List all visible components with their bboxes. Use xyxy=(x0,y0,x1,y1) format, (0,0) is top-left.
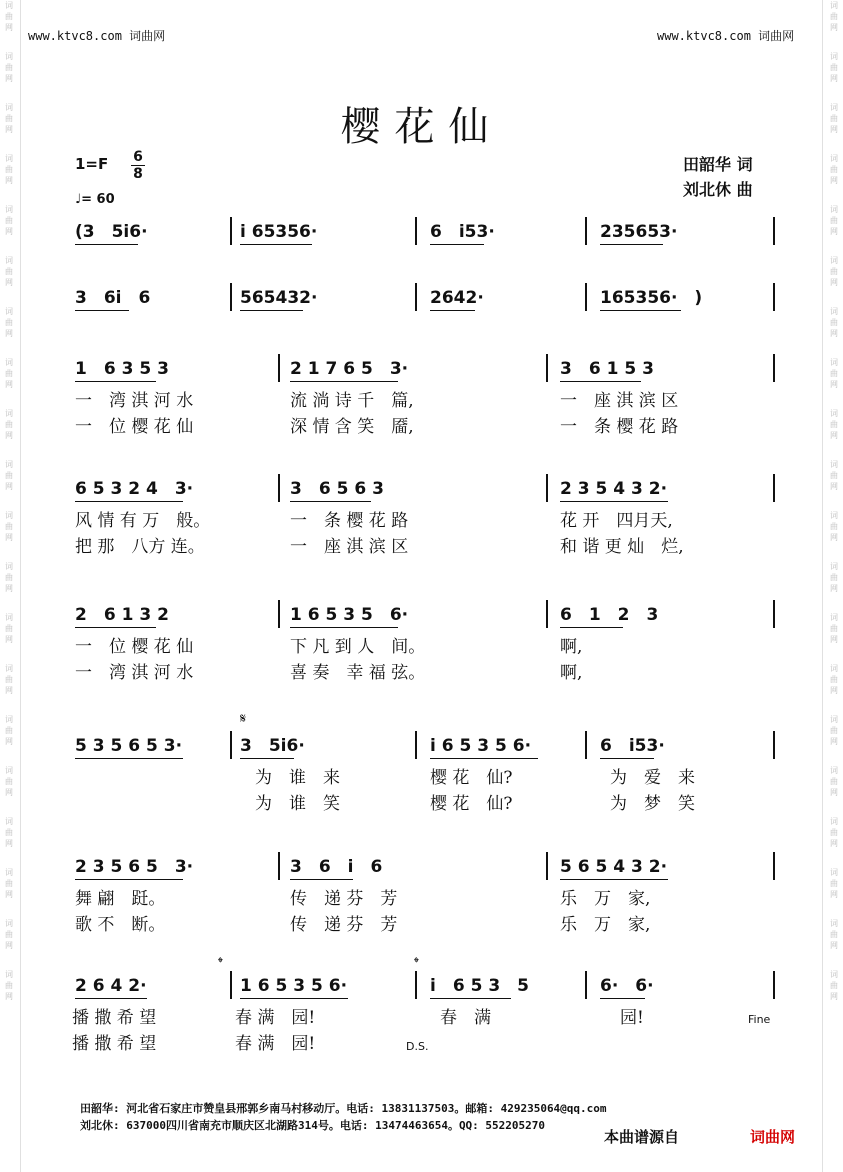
beam-underline xyxy=(75,879,183,880)
watermark-char: 网 xyxy=(830,431,838,440)
beam-underline xyxy=(75,501,183,502)
measure: 6 i53· xyxy=(600,736,665,756)
measure: 565432· xyxy=(240,288,318,308)
watermark-char: 词 xyxy=(830,919,838,928)
watermark-char: 曲 xyxy=(5,726,13,735)
barline xyxy=(585,731,587,759)
watermark-char: 曲 xyxy=(5,471,13,480)
lyric-phrase: 传 递 芬 芳 xyxy=(290,889,398,909)
beam-underline xyxy=(75,244,138,245)
watermark-char: 网 xyxy=(5,23,13,32)
beam-underline xyxy=(240,758,294,759)
watermark-char: 曲 xyxy=(830,624,838,633)
lyric-phrase: 一 条 樱 花 路 xyxy=(290,511,409,531)
watermark-char: 网 xyxy=(5,890,13,899)
barline xyxy=(546,354,548,382)
lyric-phrase: 歌 不 断。 xyxy=(75,915,166,935)
lyric-phrase: 园! xyxy=(620,1008,644,1028)
lyric-phrase: 和 谐 更 灿 烂, xyxy=(560,537,684,557)
barline xyxy=(230,971,232,999)
measure: 2 6 4 2· xyxy=(75,976,147,996)
lyric-phrase: 喜 奏 幸 福 弦。 xyxy=(290,663,426,683)
lyric-line-2 xyxy=(0,532,843,556)
watermark-char: 曲 xyxy=(5,930,13,939)
watermark-char: 曲 xyxy=(830,726,838,735)
watermark-char: 网 xyxy=(830,74,838,83)
watermark-char: 词 xyxy=(830,766,838,775)
watermark-char: 词 xyxy=(5,766,13,775)
watermark-char: 曲 xyxy=(5,573,13,582)
music-row-2 xyxy=(0,287,843,317)
measure: 3 5i6· xyxy=(240,736,305,756)
lyric-phrase: 乐 万 家, xyxy=(560,889,651,909)
beam-underline xyxy=(600,758,654,759)
barline xyxy=(773,600,775,628)
beam-underline xyxy=(600,244,663,245)
beam-underline xyxy=(560,879,668,880)
lyric-line-2 xyxy=(0,789,843,813)
fine-mark: Fine xyxy=(748,1013,771,1026)
lyric-phrase: 流 淌 诗 千 篇, xyxy=(290,391,414,411)
barline xyxy=(773,731,775,759)
beam-underline xyxy=(75,381,156,382)
watermark-char: 词 xyxy=(5,358,13,367)
watermark-char: 曲 xyxy=(830,318,838,327)
music-row-4 xyxy=(0,478,843,508)
watermark-char: 网 xyxy=(5,686,13,695)
watermark-char: 词 xyxy=(5,919,13,928)
measure: 2 6 1 3 2 xyxy=(75,605,169,625)
lyric-phrase: 传 递 芬 芳 xyxy=(290,915,398,935)
lyric-phrase: 春 满 园! xyxy=(235,1034,316,1054)
watermark-char: 曲 xyxy=(5,318,13,327)
watermark-char: 曲 xyxy=(830,573,838,582)
lyric-phrase: 播 撒 希 望 xyxy=(72,1008,157,1028)
watermark-char: 网 xyxy=(830,737,838,746)
barline xyxy=(415,283,417,311)
barline xyxy=(773,283,775,311)
watermark-char: 曲 xyxy=(830,165,838,174)
watermark-char: 词 xyxy=(830,358,838,367)
beam-underline xyxy=(240,310,303,311)
lyric-phrase: 啊, xyxy=(560,663,583,683)
barline xyxy=(546,600,548,628)
watermark-char: 曲 xyxy=(5,369,13,378)
watermark-char: 词 xyxy=(5,52,13,61)
measure: 165356· ) xyxy=(600,288,703,308)
measure: 2642· xyxy=(430,288,484,308)
lyric-phrase: 风 情 有 万 般。 xyxy=(75,511,211,531)
watermark-char: 曲 xyxy=(5,63,13,72)
barline xyxy=(230,731,232,759)
lyric-line-1 xyxy=(0,763,843,787)
measure: 5 3 5 6 5 3· xyxy=(75,736,183,756)
watermark-char: 词 xyxy=(830,460,838,469)
lyric-line-2 xyxy=(0,910,843,934)
beam-underline xyxy=(290,501,371,502)
watermark-char: 网 xyxy=(5,839,13,848)
watermark-char: 词 xyxy=(830,664,838,673)
beam-underline xyxy=(560,501,668,502)
watermark-char: 词 xyxy=(830,613,838,622)
barline xyxy=(773,971,775,999)
watermark-char: 词 xyxy=(5,613,13,622)
watermark-char: 曲 xyxy=(830,216,838,225)
beam-underline xyxy=(240,244,312,245)
coda-mark-2: 𝄌 xyxy=(414,955,419,971)
watermark-char: 曲 xyxy=(5,12,13,21)
watermark-char: 网 xyxy=(830,482,838,491)
measure: 5 6 5 4 3 2· xyxy=(560,857,668,877)
watermark-char: 曲 xyxy=(830,63,838,72)
lyric-phrase: 乐 万 家, xyxy=(560,915,651,935)
beam-underline xyxy=(75,627,156,628)
measure: 2 3 5 6 5 3· xyxy=(75,857,194,877)
watermark-char: 曲 xyxy=(830,420,838,429)
watermark-char: 网 xyxy=(5,74,13,83)
watermark-char: 词 xyxy=(5,460,13,469)
watermark-char: 网 xyxy=(5,737,13,746)
beam-underline xyxy=(560,381,641,382)
watermark-char: 网 xyxy=(5,278,13,287)
lyric-phrase: 啊, xyxy=(560,637,583,657)
beam-underline xyxy=(290,879,353,880)
music-row-8 xyxy=(0,975,843,1005)
beam-underline xyxy=(430,758,538,759)
watermark-char: 网 xyxy=(830,890,838,899)
music-row-5 xyxy=(0,604,843,634)
watermark-char: 曲 xyxy=(5,522,13,531)
watermark-char: 曲 xyxy=(5,879,13,888)
watermark-char: 网 xyxy=(5,482,13,491)
watermark-char: 曲 xyxy=(5,981,13,990)
measure: 1 6 5 3 5 6· xyxy=(290,605,409,625)
watermark-char: 网 xyxy=(830,533,838,542)
lyric-line-1 xyxy=(0,506,843,530)
brand-logo[interactable]: 词曲网 xyxy=(750,1128,796,1146)
barline xyxy=(415,217,417,245)
watermark-char: 网 xyxy=(5,227,13,236)
watermark-char: 网 xyxy=(5,635,13,644)
barline xyxy=(585,283,587,311)
barline xyxy=(278,600,280,628)
watermark-char: 词 xyxy=(5,868,13,877)
beam-underline xyxy=(600,998,645,999)
watermark-char: 词 xyxy=(5,205,13,214)
watermark-char: 曲 xyxy=(830,471,838,480)
barline xyxy=(546,474,548,502)
watermark-char: 词 xyxy=(5,715,13,724)
watermark-char: 曲 xyxy=(830,267,838,276)
measure: 1 6 5 3 5 6· xyxy=(240,976,348,996)
lyric-phrase: 一 位 樱 花 仙 xyxy=(75,417,194,437)
lyric-phrase: 一 位 樱 花 仙 xyxy=(75,637,194,657)
watermark-char: 曲 xyxy=(830,369,838,378)
watermark-char: 词 xyxy=(830,103,838,112)
coda-mark-1: 𝄌 xyxy=(218,955,223,971)
key-signature: 1=F xyxy=(75,155,109,173)
measure: 3 6 i 6 xyxy=(290,857,383,877)
lyric-phrase: 春 满 xyxy=(440,1008,491,1028)
watermark-char: 词 xyxy=(830,511,838,520)
watermark-char: 词 xyxy=(5,970,13,979)
watermark-char: 网 xyxy=(830,125,838,134)
watermark-char: 词 xyxy=(5,511,13,520)
watermark-char: 曲 xyxy=(5,216,13,225)
watermark-char: 网 xyxy=(830,227,838,236)
lyric-phrase: 为 谁 来 xyxy=(255,768,340,788)
measure: 2 1 7 6 5 3· xyxy=(290,359,409,379)
segno-mark: 𝄋 xyxy=(240,711,247,727)
watermark-char: 词 xyxy=(830,970,838,979)
watermark-char: 网 xyxy=(5,380,13,389)
watermark-char: 网 xyxy=(830,635,838,644)
lyric-phrase: 樱 花 仙? xyxy=(430,794,513,814)
measure: 3 6 5 6 3 xyxy=(290,479,384,499)
footer-lyricist-contact: 田韶华: 河北省石家庄市赞皇县邢郭乡南马村移动厅。电话: 13831137503。邮箱: 429235064@qq.com xyxy=(80,1102,607,1115)
watermark-char: 网 xyxy=(830,23,838,32)
lyric-phrase: 深 情 含 笑 靥, xyxy=(290,417,414,437)
tempo-marking: ♩= 60 xyxy=(75,192,115,207)
watermark-char: 词 xyxy=(830,817,838,826)
watermark-char: 词 xyxy=(830,52,838,61)
watermark-char: 曲 xyxy=(830,981,838,990)
lyric-phrase: 为 谁 笑 xyxy=(255,794,340,814)
watermark-char: 网 xyxy=(830,278,838,287)
barline xyxy=(773,217,775,245)
lyric-phrase: 把 那 八方 连。 xyxy=(75,537,205,557)
lyric-line-1 xyxy=(0,884,843,908)
beam-underline xyxy=(75,758,183,759)
lyric-phrase: 为 梦 笑 xyxy=(610,794,695,814)
barline xyxy=(773,354,775,382)
barline xyxy=(546,852,548,880)
watermark-char: 词 xyxy=(830,715,838,724)
watermark-char: 网 xyxy=(830,839,838,848)
watermark-char: 词 xyxy=(5,154,13,163)
barline xyxy=(230,283,232,311)
barline xyxy=(278,852,280,880)
watermark-char: 曲 xyxy=(5,165,13,174)
lyric-line-2 xyxy=(0,412,843,436)
lyric-phrase: 春 满 园! xyxy=(235,1008,316,1028)
lyric-phrase: 下 凡 到 人 间。 xyxy=(290,637,426,657)
watermark-char: 曲 xyxy=(830,828,838,837)
song-title: 樱花仙 xyxy=(340,104,503,150)
composer-credit: 刘北休 曲 xyxy=(683,180,753,199)
measure: 235653· xyxy=(600,222,678,242)
watermark-char: 词 xyxy=(830,562,838,571)
barline xyxy=(278,354,280,382)
barline xyxy=(585,217,587,245)
site-header-left[interactable]: www.ktvc8.com 词曲网 xyxy=(28,29,166,43)
watermark-char: 词 xyxy=(830,409,838,418)
watermark-char: 网 xyxy=(5,584,13,593)
watermark-char: 曲 xyxy=(5,420,13,429)
lyric-phrase: 花 开 四月天, xyxy=(560,511,673,531)
measure: i 6 5 3 5 6· xyxy=(430,736,532,756)
measure: 6 1 2 3 xyxy=(560,605,659,625)
lyric-phrase: 一 湾 淇 河 水 xyxy=(75,391,194,411)
beam-underline xyxy=(430,310,475,311)
watermark-char: 曲 xyxy=(830,879,838,888)
music-row-6 xyxy=(0,735,843,765)
lyric-line-2 xyxy=(0,658,843,682)
watermark-char: 曲 xyxy=(830,114,838,123)
beam-underline xyxy=(430,244,484,245)
lyric-phrase: 一 湾 淇 河 水 xyxy=(75,663,194,683)
beam-underline xyxy=(75,998,147,999)
watermark-char: 词 xyxy=(5,256,13,265)
watermark-char: 词 xyxy=(830,154,838,163)
watermark-char: 曲 xyxy=(5,777,13,786)
lyric-phrase: 一 座 淇 滨 区 xyxy=(560,391,679,411)
beam-underline xyxy=(430,998,511,999)
measure: 1 6 3 5 3 xyxy=(75,359,169,379)
lyric-phrase: 一 座 淇 滨 区 xyxy=(290,537,409,557)
lyric-phrase: 为 爱 来 xyxy=(610,768,695,788)
site-header-right[interactable]: www.ktvc8.com 词曲网 xyxy=(657,29,795,43)
watermark-char: 网 xyxy=(5,431,13,440)
watermark-char: 网 xyxy=(5,941,13,950)
watermark-char: 词 xyxy=(830,868,838,877)
music-row-1 xyxy=(0,221,843,251)
measure: 6 5 3 2 4 3· xyxy=(75,479,194,499)
watermark-char: 词 xyxy=(830,205,838,214)
watermark-char: 词 xyxy=(830,1,838,10)
measure: i 65356· xyxy=(240,222,318,242)
lyric-phrase: 一 条 樱 花 路 xyxy=(560,417,679,437)
barline xyxy=(773,474,775,502)
watermark-char: 曲 xyxy=(5,675,13,684)
watermark-char: 曲 xyxy=(830,777,838,786)
barline xyxy=(585,971,587,999)
watermark-char: 网 xyxy=(5,329,13,338)
measure: 2 3 5 4 3 2· xyxy=(560,479,668,499)
beam-underline xyxy=(290,627,398,628)
watermark-char: 曲 xyxy=(830,930,838,939)
barline xyxy=(230,217,232,245)
barline xyxy=(415,731,417,759)
lyric-line-1 xyxy=(0,386,843,410)
watermark-char: 网 xyxy=(830,329,838,338)
barline xyxy=(278,474,280,502)
music-row-3 xyxy=(0,358,843,388)
measure: 3 6i 6 xyxy=(75,288,151,308)
lyricist-credit: 田韶华 词 xyxy=(683,155,753,174)
watermark-char: 词 xyxy=(830,307,838,316)
music-row-7 xyxy=(0,856,843,886)
watermark-char: 网 xyxy=(830,992,838,1001)
watermark-char: 网 xyxy=(830,584,838,593)
watermark-char: 词 xyxy=(830,256,838,265)
watermark-char: 曲 xyxy=(830,675,838,684)
watermark-char: 曲 xyxy=(5,267,13,276)
watermark-char: 网 xyxy=(830,176,838,185)
meter-bottom: 8 xyxy=(133,166,143,182)
measure: i 6 5 3 5 xyxy=(430,976,529,996)
lyric-phrase: 樱 花 仙? xyxy=(430,768,513,788)
watermark-char: 曲 xyxy=(5,624,13,633)
source-label: 本曲谱源自 xyxy=(604,1128,680,1146)
watermark-char: 网 xyxy=(5,125,13,134)
beam-underline xyxy=(290,381,398,382)
barline xyxy=(415,971,417,999)
watermark-char: 词 xyxy=(5,817,13,826)
beam-underline xyxy=(240,998,348,999)
watermark-char: 词 xyxy=(5,664,13,673)
watermark-char: 网 xyxy=(5,788,13,797)
watermark-char: 网 xyxy=(830,941,838,950)
lyric-line-1 xyxy=(0,632,843,656)
watermark-char: 曲 xyxy=(5,828,13,837)
footer-composer-contact: 刘北休: 637000四川省南充市顺庆区北湖路314号。电话: 13474463654。QQ: 552205270 xyxy=(80,1119,546,1132)
watermark-char: 网 xyxy=(830,380,838,389)
watermark-char: 网 xyxy=(5,533,13,542)
watermark-char: 曲 xyxy=(830,12,838,21)
measure: 3 6 1 5 3 xyxy=(560,359,654,379)
watermark-char: 词 xyxy=(5,409,13,418)
watermark-char: 网 xyxy=(830,788,838,797)
watermark-char: 曲 xyxy=(830,522,838,531)
lyric-line-1 xyxy=(0,1003,843,1027)
watermark-char: 网 xyxy=(5,992,13,1001)
watermark-char: 词 xyxy=(5,103,13,112)
watermark-char: 词 xyxy=(5,307,13,316)
watermark-char: 词 xyxy=(5,1,13,10)
watermark-char: 网 xyxy=(5,176,13,185)
watermark-char: 曲 xyxy=(5,114,13,123)
measure: (3 5i6· xyxy=(75,222,148,242)
lyric-phrase: 舞 翩 跹。 xyxy=(75,889,166,909)
time-signature xyxy=(130,149,146,182)
watermark-char: 词 xyxy=(5,562,13,571)
measure: 6 i53· xyxy=(430,222,495,242)
measure: 6· 6· xyxy=(600,976,654,996)
meter-top: 6 xyxy=(133,149,143,165)
ds-mark: D.S. xyxy=(406,1040,429,1053)
beam-underline xyxy=(75,310,129,311)
watermark-char: 网 xyxy=(830,686,838,695)
beam-underline xyxy=(600,310,681,311)
lyric-phrase: 播 撒 希 望 xyxy=(72,1034,157,1054)
beam-underline xyxy=(560,627,623,628)
barline xyxy=(773,852,775,880)
